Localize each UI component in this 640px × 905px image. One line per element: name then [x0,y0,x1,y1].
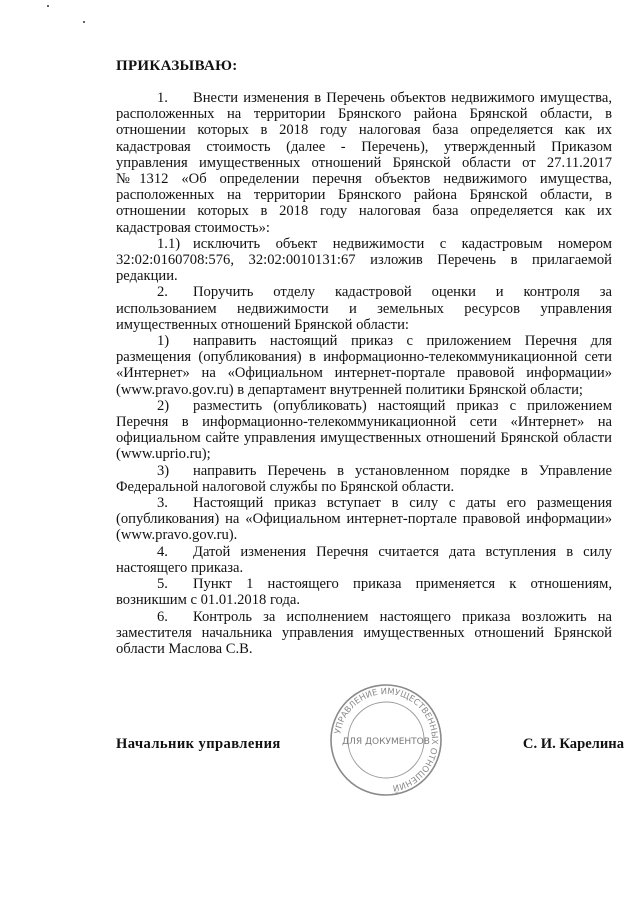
item-text: исключить объект недвижимости с кадастровым номером 32:02:0160708:576, 32:02:0010131:67 изложив Перечень в прилагаемой редакции. [116,235,612,285]
item-number: 1) [157,333,170,350]
item-number: 6. [157,608,168,625]
order-item [116,284,612,333]
signatory-title: Начальник управления [116,736,281,752]
item-text: Внести изменения в Перечень объектов недвижимого имущества, расположенных на территории Брянского района Брянской области, в отношении которых в 2018 году налоговая база определяется как их кадастровая стоимость (далее - Перечень), утвержденный Приказом управления имущественных отношений Брянской области от 27.11.2017 №1312 «Об определении перечня объектов недвижимого имущества, расположенных на территории Брянского района Брянской области, в отношении которых в 2018 году налоговая база определяется как их кадастровая стоимость»: [116,90,612,236]
item-text: направить Перечень в установленном порядке в Управление Федеральной налоговой службы по Брянской области. [116,462,612,495]
order-subitem [116,398,612,463]
item-text: разместить (опубликовать) настоящий приказ с приложением Перечня в информационно-телекоммуникационной сети «Интернет» на официальном сайте управления имущественных отношений Брянской области (www.uprio.ru); [116,397,612,463]
order-body [116,90,612,657]
order-heading: ПРИКАЗЫВАЮ: [116,58,238,74]
seal-ring-text: УПРАВЛЕНИЕ ИМУЩЕСТВЕННЫХ ОТНОШЕНИЙ [333,686,440,793]
scan-speck [47,5,49,7]
item-text: направить настоящий приказ с приложением Перечня для размещения (опубликования) в информационно-телекоммуникационной сети «Интернет» на «Официальном интернет-портале правовой информации» (www.pravo.gov.ru) в департамент внутренней политики Брянской области; [116,333,612,398]
item-text: Поручить отделу кадастровой оценки и контроля за использованием недвижимости и земельных ресурсов управления имущественных отношений Брянской области: [116,284,612,333]
item-number: 2. [157,284,168,301]
scan-speck [83,21,85,23]
item-text: Датой изменения Перечня считается дата вступления в силу настоящего приказа. [116,543,612,576]
order-item [116,609,612,658]
item-number: 1. [157,90,168,106]
item-number: 4. [157,543,168,560]
order-subitem [116,333,612,398]
order-subitem [116,463,612,495]
order-item [116,90,612,236]
signatory-name: С. И. Карелина [522,736,624,752]
item-number: 3) [157,462,170,479]
item-number: 3. [157,495,168,512]
item-text: Пункт 1 настоящего приказа применяется к отношениям, возникшим с 01.01.2018 года. [116,576,612,609]
seal-center-text: ДЛЯ ДОКУМЕНТОВ [342,737,430,747]
order-item [116,544,612,576]
order-subitem [116,236,612,285]
official-seal-stamp [327,681,445,799]
item-number: 2) [157,397,170,414]
order-item [116,495,612,544]
order-item [116,576,612,608]
item-text: Настоящий приказ вступает в силу с даты его размещения (опубликования) на «Официальном интернет-портале правовой информации» (www.pravo.gov.ru). [116,495,612,544]
item-text: Контроль за исполнением настоящего приказа возложить на заместителя начальника управления имущественных отношений Брянской области Маслова С.В. [116,608,612,657]
item-number: 5. [157,576,168,593]
item-number: 1.1) [157,235,181,252]
